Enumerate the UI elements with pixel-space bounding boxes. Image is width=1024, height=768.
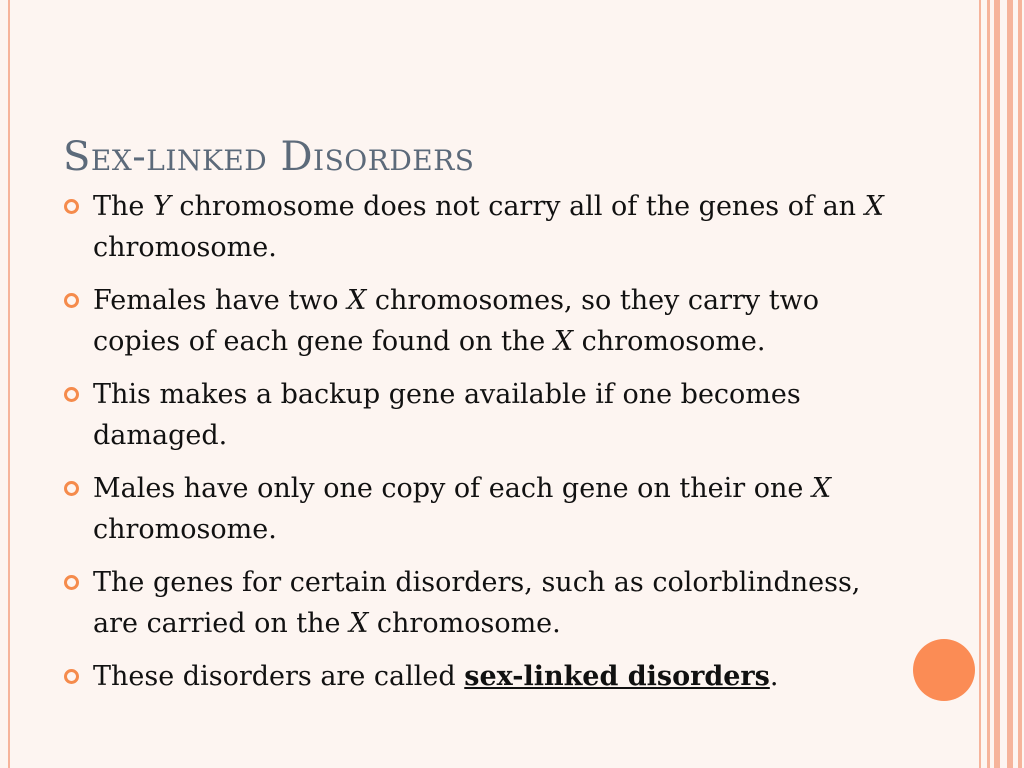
bullet-circle-icon	[64, 575, 79, 590]
bullet-item: These disorders are called sex-linked disorders.	[63, 656, 908, 697]
bullet-circle-icon	[64, 481, 79, 496]
bullet-circle-icon	[64, 669, 79, 684]
right-border-bar	[1007, 0, 1013, 768]
bullet-circle-icon	[64, 199, 79, 214]
right-border-bar	[987, 0, 990, 768]
right-border-bar	[979, 0, 981, 768]
bullet-circle-icon	[64, 387, 79, 402]
bullet-circle-icon	[64, 293, 79, 308]
left-border-line	[8, 0, 10, 768]
bullet-item: Females have two X chromosomes, so they carry two copies of each gene found on the X chromosome.	[63, 280, 908, 362]
right-border-bar	[1018, 0, 1022, 768]
bullet-list	[63, 186, 908, 709]
bullet-item: The genes for certain disorders, such as colorblindness, are carried on the X chromosome.	[63, 562, 908, 644]
bullet-item: The Y chromosome does not carry all of the genes of an X chromosome.	[63, 186, 908, 268]
right-border-bar	[994, 0, 1000, 768]
slide-title: Sex-linked Disorders	[63, 133, 475, 180]
decorative-circle	[913, 639, 975, 701]
key-term: sex-linked disorders	[464, 661, 770, 692]
bullet-item: Males have only one copy of each gene on their one X chromosome.	[63, 468, 908, 550]
bullet-item: This makes a backup gene available if one becomes damaged.	[63, 374, 908, 456]
